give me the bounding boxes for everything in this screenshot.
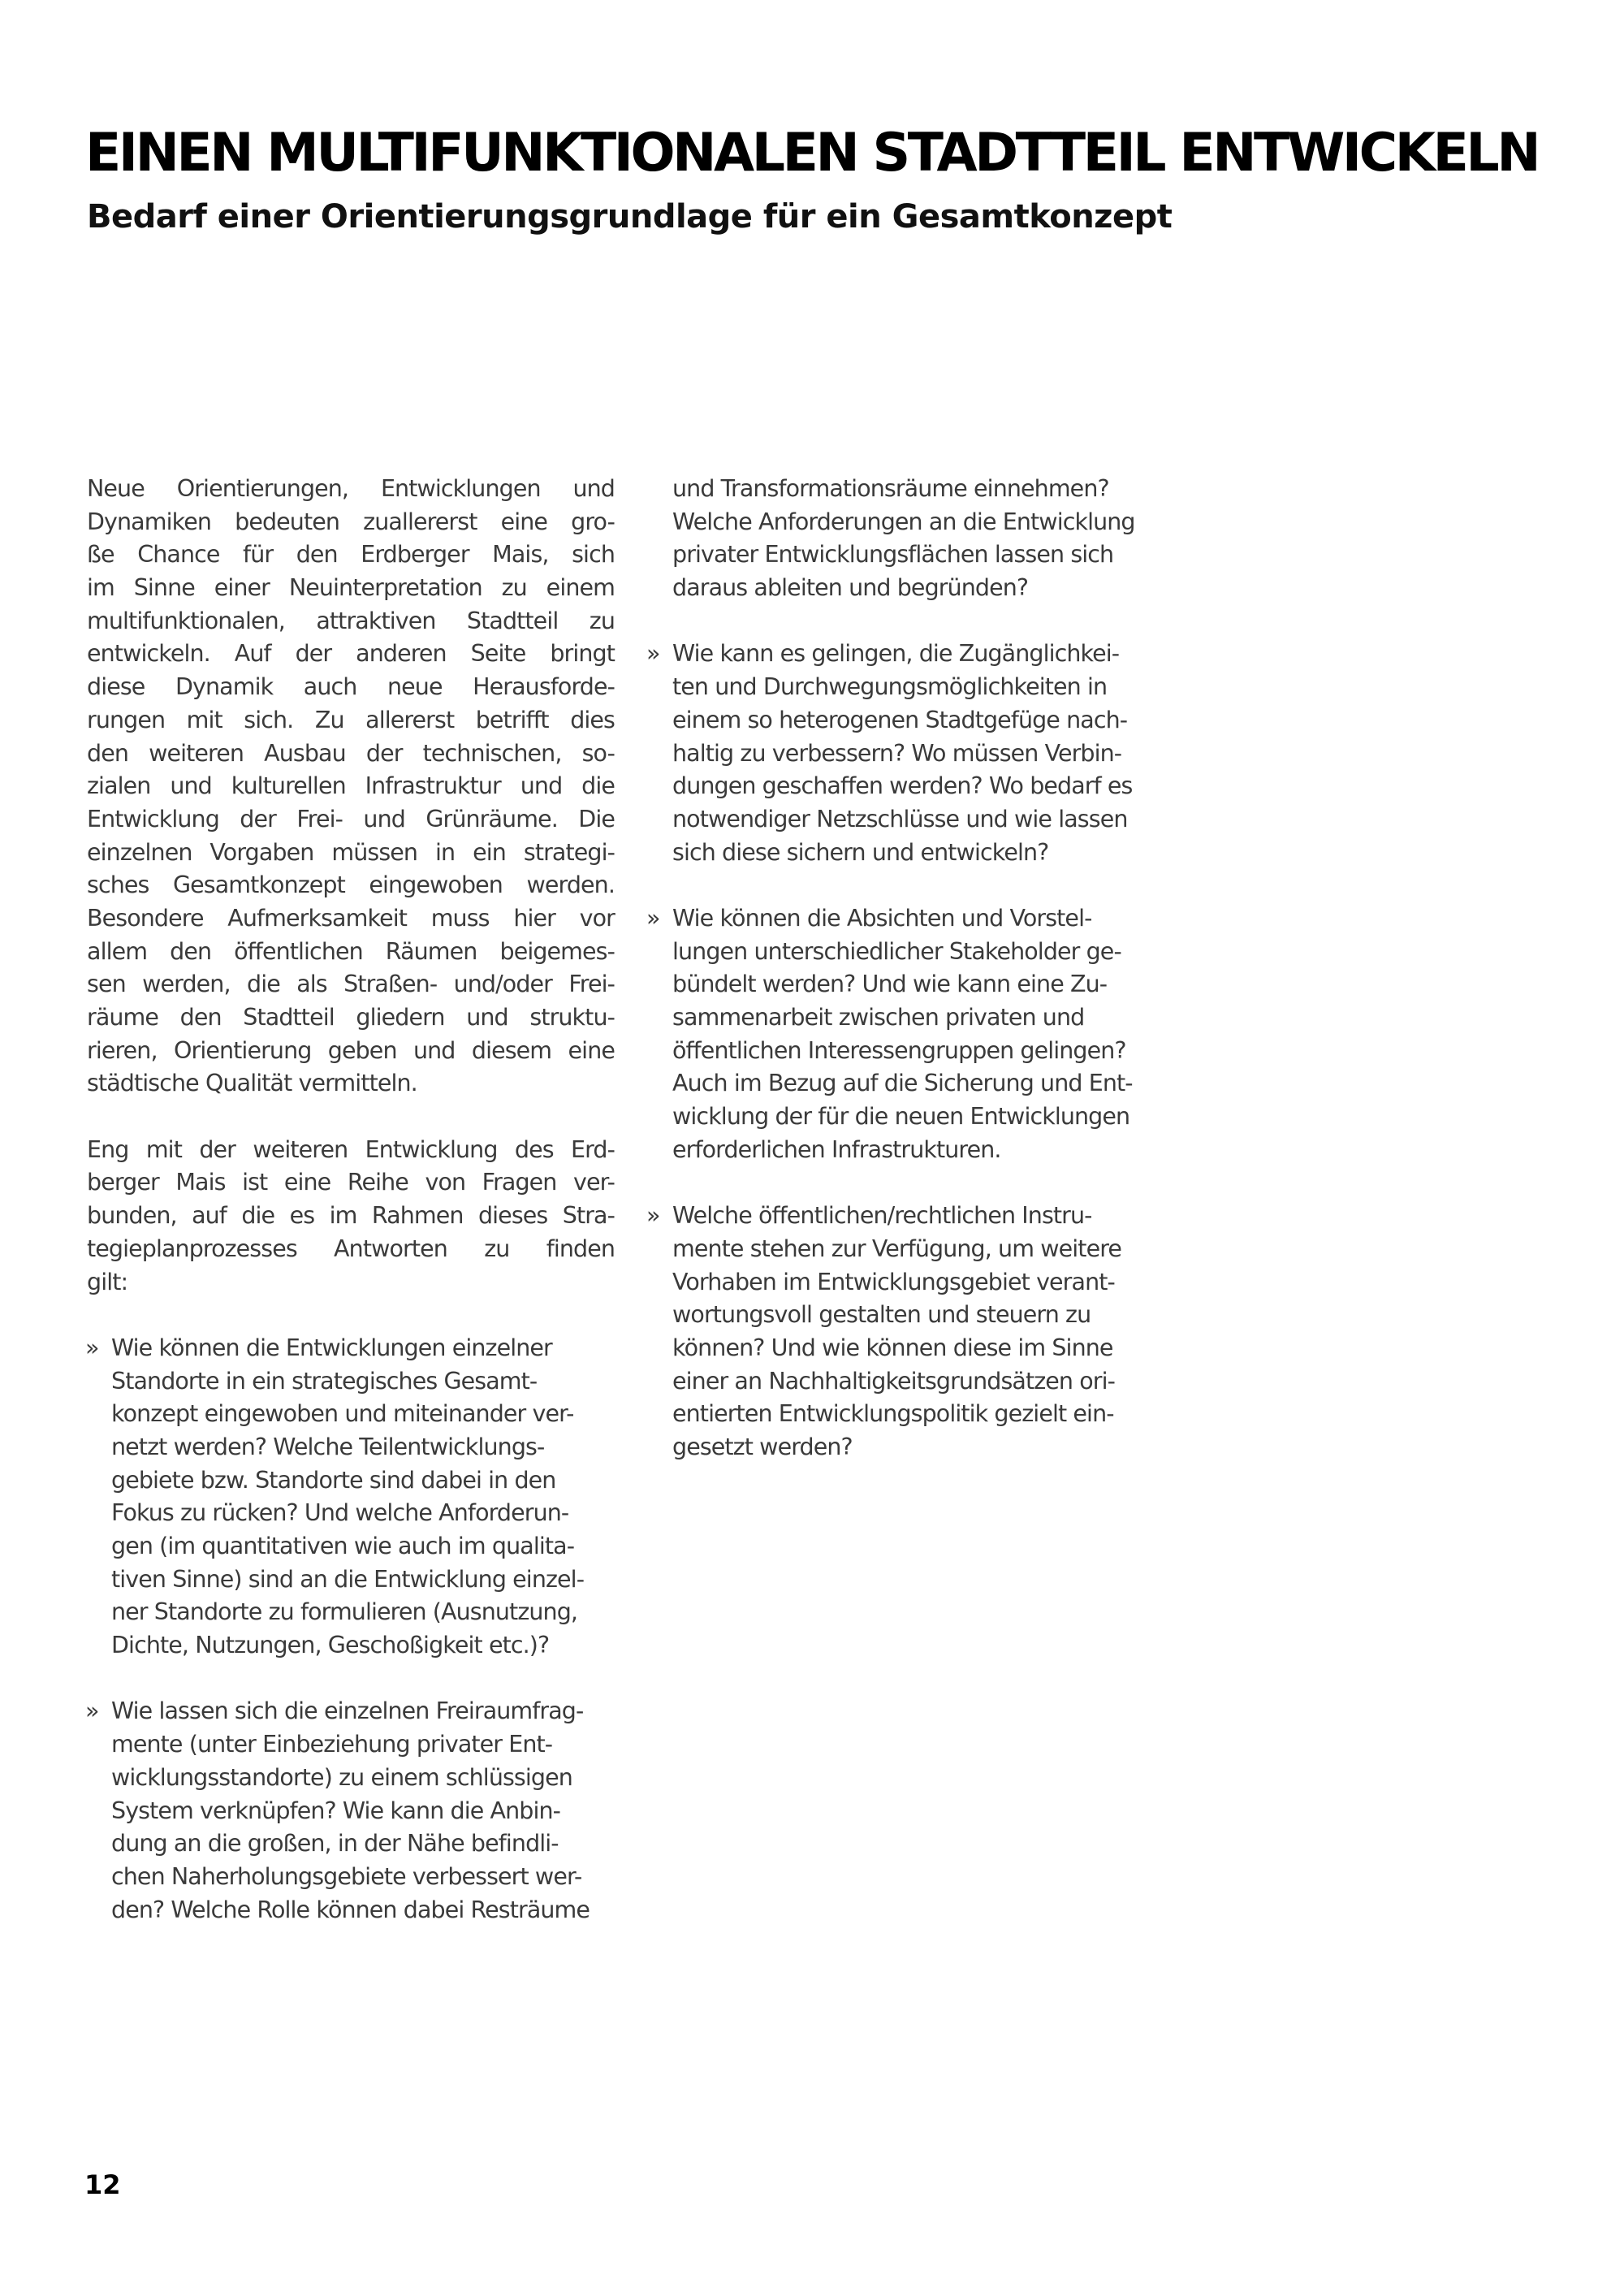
- text-line: allem den öffentlichen Räumen beigemes-: [87, 937, 615, 965]
- text-line: gen (im quantitativen wie auch im qualita-: [111, 1533, 575, 1559]
- text-line: sich diese sichern und entwickeln?: [672, 838, 1049, 866]
- text-line: zialen und kulturellen Infrastruktur und die: [87, 772, 615, 800]
- text-line: daraus ableiten und begründen?: [672, 574, 1029, 602]
- text-line: Neue Orientierungen, Entwicklungen und: [87, 475, 615, 502]
- text-line: erforderlichen Infrastrukturen.: [672, 1135, 1001, 1163]
- text-line: gebiete bzw. Standorte sind dabei in den: [111, 1466, 556, 1494]
- text-line: rungen mit sich. Zu allererst betrifft dies: [87, 706, 615, 733]
- text-line: dung an die großen, in der Nähe befindli-: [111, 1830, 559, 1857]
- page-subtitle: Bedarf einer Orientierungsgrundlage für ein Gesamtkonzept: [87, 198, 1173, 236]
- text-line: städtische Qualität vermitteln.: [87, 1070, 417, 1097]
- bullet-marker: »: [646, 640, 661, 668]
- text-line: privater Entwicklungsflächen lassen sich: [672, 541, 1114, 569]
- text-line: einem so heterogenen Stadtgefüge nach-: [672, 706, 1128, 733]
- question-list-item-2-continued: [648, 473, 1176, 605]
- text-line: bündelt werden? Und wie kann eine Zu-: [672, 971, 1108, 998]
- bullet-marker: »: [646, 1202, 661, 1230]
- text-line: gesetzt werden?: [672, 1433, 853, 1460]
- text-line: Fokus zu rücken? Und welche Anforderun-: [111, 1499, 569, 1527]
- text-line: netzt werden? Welche Teilentwicklungs-: [111, 1433, 545, 1460]
- text-line: räume den Stadtteil gliedern und struktu-: [87, 1004, 615, 1031]
- text-line: Besondere Aufmerksamkeit muss hier vor: [87, 904, 615, 932]
- question-list-item-3: [648, 638, 1176, 869]
- text-line: ten und Durchwegungsmöglichkeiten in: [672, 673, 1108, 701]
- text-line: chen Naherholungsgebiete verbessert wer-: [111, 1862, 582, 1890]
- text-line: Standorte in ein strategisches Gesamt-: [111, 1367, 538, 1395]
- text-line: Eng mit der weiteren Entwicklung des Erd-: [87, 1135, 615, 1163]
- text-line: ße Chance für den Erdberger Mais, sich: [87, 541, 615, 569]
- text-line: im Sinne einer Neuinterpretation zu einem: [87, 574, 615, 602]
- text-line: Wie lassen sich die einzelnen Freiraumfrag-: [111, 1697, 584, 1725]
- text-line: Auch im Bezug auf die Sicherung und Ent-: [672, 1070, 1133, 1097]
- text-line: gilt:: [87, 1268, 128, 1295]
- text-line: wortungsvoll gestalten und steuern zu: [672, 1301, 1091, 1329]
- text-line: tiven Sinne) sind an die Entwicklung einzel-: [111, 1565, 585, 1593]
- text-line: Wie können die Absichten und Vorstel-: [672, 904, 1092, 932]
- text-line: können? Und wie können diese im Sinne: [672, 1334, 1113, 1361]
- text-line: den? Welche Rolle können dabei Resträume: [111, 1896, 590, 1923]
- question-list-item-5: [648, 1200, 1176, 1464]
- text-line: Dynamiken bedeuten zuallererst eine gro-: [87, 508, 615, 535]
- text-line: entwickeln. Auf der anderen Seite bringt: [87, 640, 615, 668]
- question-list-item-2: [87, 1695, 615, 1927]
- text-line: mente (unter Einbeziehung privater Ent-: [111, 1731, 553, 1758]
- text-line: sen werden, die als Straßen- und/oder Frei-: [87, 971, 615, 998]
- text-column-right: [648, 473, 1176, 1464]
- text-line: diese Dynamik auch neue Herausforde-: [87, 673, 615, 701]
- intro-paragraph-1: [87, 473, 615, 1101]
- text-column-left: [87, 473, 615, 1927]
- page-title: EINEN MULTIFUNKTIONALEN STADTTEIL ENTWICKELN: [85, 123, 1539, 184]
- bullet-marker: »: [646, 904, 661, 932]
- page-number: 12: [84, 2169, 121, 2200]
- text-line: mente stehen zur Verfügung, um weitere: [672, 1235, 1122, 1262]
- text-line: haltig zu verbessern? Wo müssen Verbin-: [672, 739, 1122, 767]
- bullet-marker: »: [85, 1334, 100, 1361]
- question-list-item-4: [648, 902, 1176, 1167]
- text-line: entierten Entwicklungspolitik gezielt ein-: [672, 1400, 1114, 1428]
- text-line: konzept eingewoben und miteinander ver-: [111, 1400, 574, 1428]
- text-line: lungen unterschiedlicher Stakeholder ge-: [672, 937, 1121, 965]
- text-line: Welche öffentlichen/rechtlichen Instru-: [672, 1202, 1092, 1230]
- text-line: wicklung der für die neuen Entwicklungen: [672, 1103, 1130, 1131]
- text-line: multifunktionalen, attraktiven Stadtteil zu: [87, 607, 615, 634]
- text-line: rieren, Orientierung geben und diesem eine: [87, 1036, 615, 1064]
- text-line: Welche Anforderungen an die Entwicklung: [672, 508, 1135, 535]
- text-line: bunden, auf die es im Rahmen dieses Stra-: [87, 1202, 615, 1230]
- text-line: Dichte, Nutzungen, Geschoßigkeit etc.)?: [111, 1632, 550, 1659]
- text-line: einer an Nachhaltigkeitsgrundsätzen ori-: [672, 1367, 1116, 1395]
- text-line: Wie kann es gelingen, die Zugänglichkei-: [672, 640, 1120, 668]
- text-line: öffentlichen Interessengruppen gelingen?: [672, 1036, 1126, 1064]
- text-line: ner Standorte zu formulieren (Ausnutzung,: [111, 1598, 578, 1626]
- text-line: den weiteren Ausbau der technischen, so-: [87, 739, 615, 767]
- intro-paragraph-2: [87, 1134, 615, 1299]
- text-line: Vorhaben im Entwicklungsgebiet verant-: [672, 1268, 1115, 1295]
- bullet-marker: »: [85, 1697, 100, 1725]
- text-line: sammenarbeit zwischen privaten und: [672, 1004, 1085, 1031]
- text-line: berger Mais ist eine Reihe von Fragen ver-: [87, 1169, 615, 1196]
- question-list-item-1: [87, 1332, 615, 1663]
- text-line: sches Gesamtkonzept eingewoben werden.: [87, 871, 615, 899]
- text-line: dungen geschaffen werden? Wo bedarf es: [672, 772, 1133, 800]
- text-line: wicklungsstandorte) zu einem schlüssigen: [111, 1763, 572, 1791]
- text-line: Wie können die Entwicklungen einzelner: [111, 1334, 552, 1361]
- text-line: System verknüpfen? Wie kann die Anbin-: [111, 1797, 561, 1824]
- text-line: Entwicklung der Frei- und Grünräume. Die: [87, 805, 615, 832]
- text-line: notwendiger Netzschlüsse und wie lassen: [672, 805, 1128, 832]
- text-line: einzelnen Vorgaben müssen in ein strategi-: [87, 838, 615, 866]
- text-line: tegieplanprozesses Antworten zu finden: [87, 1235, 615, 1262]
- text-line: und Transformationsräume einnehmen?: [672, 475, 1109, 502]
